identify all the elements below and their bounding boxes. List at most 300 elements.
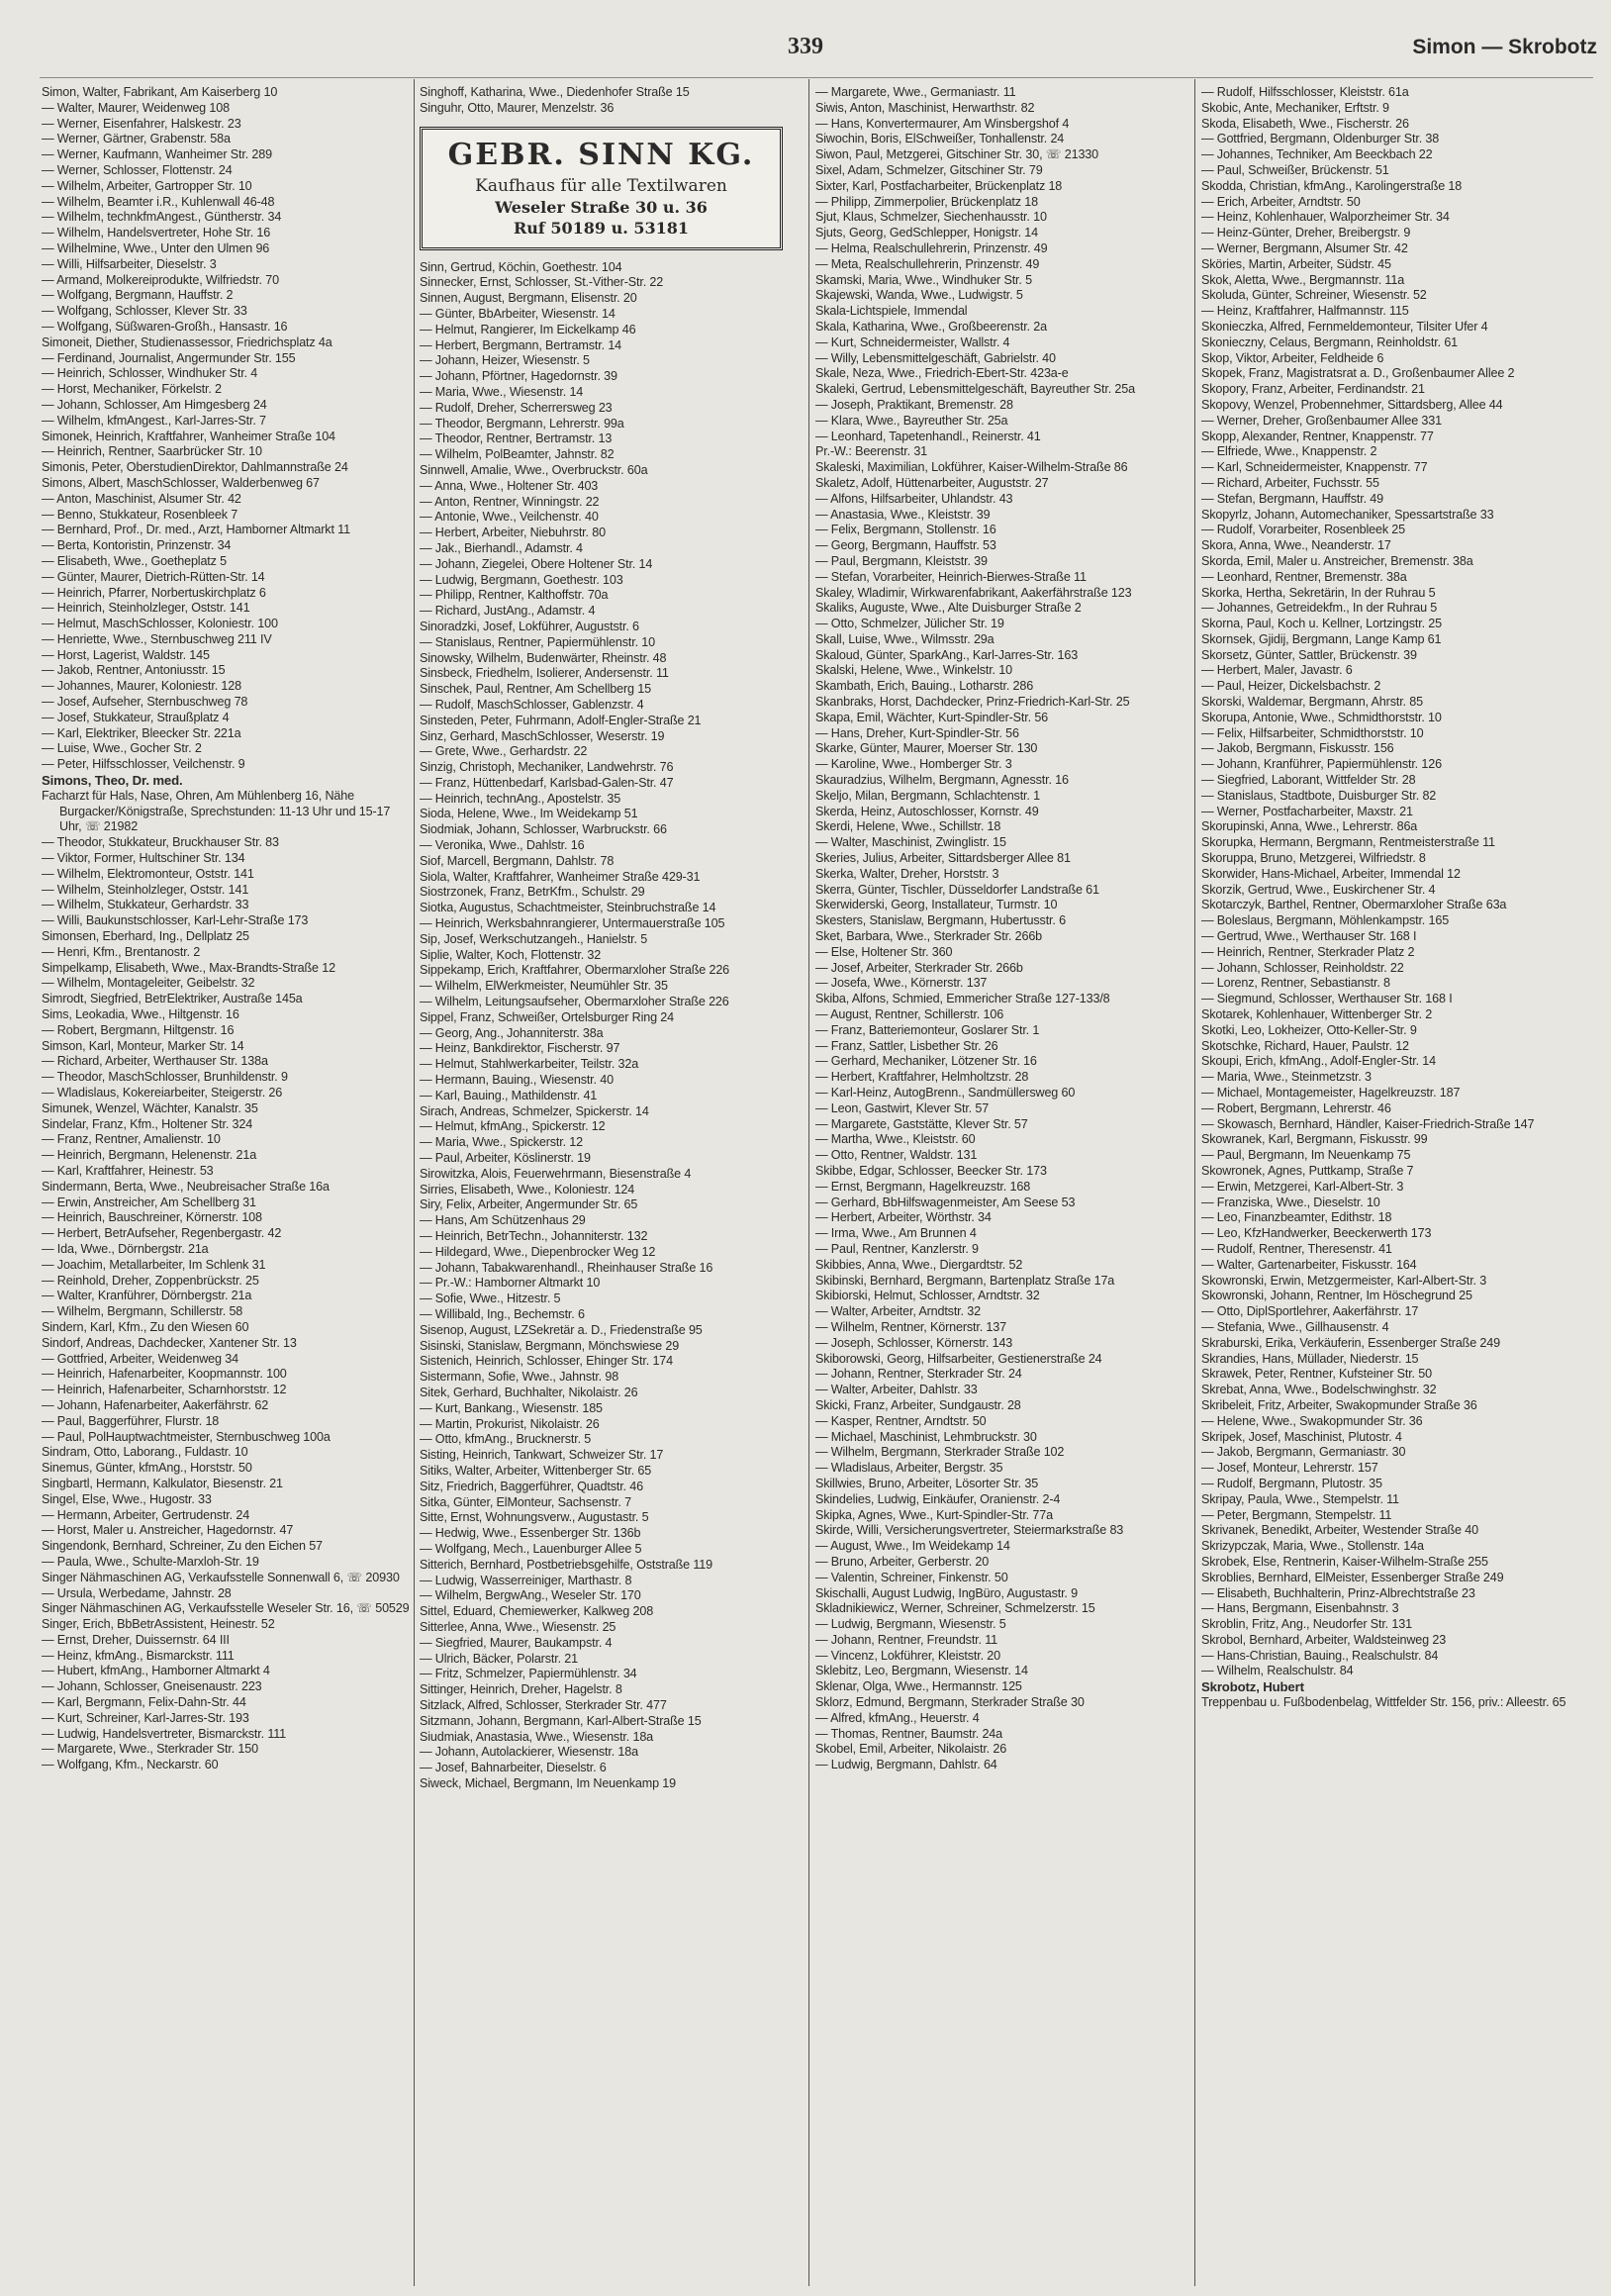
- directory-entry: — Hermann, Bauing., Wiesenstr. 40: [420, 1073, 614, 1088]
- directory-entry: — Wilhelm, Montageleiter, Geibelstr. 32: [42, 976, 255, 991]
- directory-entry: Siudmiak, Anastasia, Wwe., Wiesenstr. 18a: [420, 1729, 654, 1744]
- directory-entry: — Hermann, Arbeiter, Gertrudenstr. 24: [42, 1507, 250, 1522]
- directory-entry: — Ernst, Dreher, Duissernstr. 64 III: [42, 1632, 230, 1647]
- directory-entry: Skopp, Alexander, Rentner, Knappenstr. 77: [1201, 429, 1434, 443]
- directory-entry: — Walter, Maurer, Weidenweg 108: [42, 100, 230, 115]
- directory-entry: Skaloud, Günter, SparkAng., Karl-Jarres-Str. 163: [815, 647, 1079, 662]
- directory-entry: — Walter, Kranführer, Dörnbergstr. 21a: [42, 1289, 252, 1303]
- directory-entry: Skipka, Agnes, Wwe., Kurt-Spindler-Str. 77a: [815, 1507, 1053, 1522]
- directory-entry: — Johannes, Maurer, Koloniestr. 128: [42, 679, 241, 694]
- directory-entry: — Walter, Arbeiter, Arndtstr. 32: [815, 1304, 981, 1319]
- directory-entry: Singer, Erich, BbBetrAssistent, Heinestr. 52: [42, 1617, 275, 1632]
- directory-entry: — Stanislaus, Rentner, Papiermühlenstr. 10: [420, 634, 656, 649]
- directory-entry: — Hans-Christian, Bauing., Realschulstr. 84: [1201, 1648, 1439, 1663]
- directory-entry: — Ida, Wwe., Dörnbergstr. 21a: [42, 1241, 209, 1256]
- directory-entry: Skotschke, Richard, Hauer, Paulstr. 12: [1201, 1038, 1409, 1053]
- directory-entry: Skobel, Emil, Arbeiter, Nikolaistr. 26: [815, 1742, 1007, 1757]
- directory-entry: Sisting, Heinrich, Tankwart, Schweizer Str. 17: [420, 1448, 664, 1463]
- directory-entry: Siwochin, Boris, ElSchweißer, Tonhallenstr. 24: [815, 132, 1065, 146]
- directory-entry: — Alfons, Hilfsarbeiter, Uhlandstr. 43: [815, 491, 1013, 506]
- directory-entry: Skerda, Heinz, Autoschlosser, Kornstr. 49: [815, 804, 1039, 818]
- directory-entry: Skorski, Waldemar, Bergmann, Ahrstr. 85: [1201, 695, 1423, 710]
- directory-entry: — Lorenz, Rentner, Sebastianstr. 8: [1201, 976, 1390, 991]
- page-header: [0, 30, 1611, 69]
- column-1: [42, 85, 413, 2284]
- directory-entry: Skorupka, Hermann, Bergmann, Rentmeisterstraße 11: [1201, 835, 1495, 850]
- directory-entry: Skala-Lichtspiele, Immendal: [815, 304, 968, 319]
- directory-entry: — Leonhard, Rentner, Bremenstr. 38a: [1201, 569, 1407, 584]
- directory-entry: — Hubert, kfmAng., Hamborner Altmarkt 4: [42, 1664, 270, 1678]
- directory-entry: — Martin, Prokurist, Nikolaistr. 26: [420, 1416, 600, 1431]
- directory-entry: — Wilhelm, Elektromonteur, Oststr. 141: [42, 866, 254, 881]
- directory-entry: — Herbert, Bergmann, Bertramstr. 14: [420, 337, 622, 352]
- directory-entry: — Willy, Lebensmittelgeschäft, Gabrielstr. 40: [815, 350, 1056, 365]
- directory-entry: — Berta, Kontoristin, Prinzenstr. 34: [42, 538, 232, 553]
- directory-entry: — Richard, Arbeiter, Fuchsstr. 55: [1201, 475, 1379, 490]
- directory-entry: — Wilhelm, Steinholzleger, Oststr. 141: [42, 882, 249, 897]
- directory-entry: Skoluda, Günter, Schreiner, Wiesenstr. 52: [1201, 288, 1427, 303]
- directory-entry: — Leon, Gastwirt, Klever Str. 57: [815, 1100, 990, 1115]
- directory-entry: Simson, Karl, Monteur, Marker Str. 14: [42, 1038, 244, 1053]
- directory-entry: — August, Wwe., Im Weidekamp 14: [815, 1539, 1010, 1554]
- directory-entry: Skiba, Alfons, Schmied, Emmericher Straße 127-133/8: [815, 992, 1110, 1006]
- directory-entry: Skribeleit, Fritz, Arbeiter, Swakopmunder Straße 36: [1201, 1397, 1477, 1412]
- directory-entry: — Ulrich, Bäcker, Polarstr. 21: [420, 1651, 578, 1666]
- directory-entry: — Johann, Kranführer, Papiermühlenstr. 126: [1201, 757, 1442, 772]
- directory-entry: Sindern, Karl, Kfm., Zu den Wiesen 60: [42, 1319, 249, 1334]
- directory-entry: — Felix, Hilfsarbeiter, Schmidthorststr. 10: [1201, 725, 1424, 740]
- directory-entry: Sjuts, Georg, GedSchlepper, Honigstr. 14: [815, 226, 1039, 240]
- directory-entry: — Erwin, Anstreicher, Am Schellberg 31: [42, 1195, 256, 1209]
- directory-entry: — Henriette, Wwe., Sternbuschweg 211 IV: [42, 631, 272, 646]
- directory-entry: — Walter, Gartenarbeiter, Fiskusstr. 164: [1201, 1257, 1417, 1272]
- directory-entry: Skala, Katharina, Wwe., Großbeerenstr. 2a: [815, 319, 1047, 334]
- directory-entry: — Helmut, Stahlwerkarbeiter, Teilstr. 32a: [420, 1057, 639, 1072]
- directory-entry: — Wilhelm, Arbeiter, Gartropper Str. 10: [42, 178, 252, 193]
- directory-entry: Sitiks, Walter, Arbeiter, Wittenberger Str. 65: [420, 1463, 652, 1478]
- directory-entry: — Wilhelmine, Wwe., Unter den Ulmen 96: [42, 240, 270, 255]
- directory-entry: Sip, Josef, Werkschutzangeh., Hanielstr. 5: [420, 931, 648, 946]
- directory-entry: Siola, Walter, Kraftfahrer, Wanheimer Straße 429-31: [420, 869, 701, 884]
- directory-entry: — Helmut, MaschSchlosser, Koloniestr. 100: [42, 617, 278, 631]
- directory-entry: — Gottfried, Arbeiter, Weidenweg 34: [42, 1351, 238, 1366]
- directory-entry: — Erwin, Metzgerei, Karl-Albert-Str. 3: [1201, 1179, 1404, 1194]
- header-rule: [40, 77, 1593, 78]
- directory-entry: Singbartl, Hermann, Kalkulator, Biesenstr. 21: [42, 1476, 283, 1490]
- directory-entry: Sippel, Franz, Schweißer, Ortelsburger Ring 24: [420, 1009, 674, 1024]
- directory-entry: Skornsek, Gjidij, Bergmann, Lange Kamp 61: [1201, 631, 1442, 646]
- directory-entry: Skerka, Walter, Dreher, Horststr. 3: [815, 866, 999, 881]
- directory-entry: Skorsetz, Günter, Sattler, Brückenstr. 39: [1201, 647, 1417, 662]
- directory-entry: — Franz, Hüttenbedarf, Karlsbad-Galen-Str. 47: [420, 775, 674, 790]
- directory-entry: Singhoff, Katharina, Wwe., Diedenhofer Straße 15: [420, 85, 690, 99]
- ad-title: GEBR. SINN KG.: [447, 137, 755, 172]
- advertisement-box: [420, 127, 783, 250]
- directory-entry: Skrandies, Hans, Müllader, Niederstr. 15: [1201, 1351, 1419, 1366]
- directory-entry: — Theodor, Stukkateur, Bruckhauser Str. 83: [42, 835, 279, 850]
- directory-entry: — Stefania, Wwe., Gillhausenstr. 4: [1201, 1319, 1389, 1334]
- directory-entry: Simonek, Heinrich, Kraftfahrer, Wanheimer Straße 104: [42, 429, 335, 443]
- directory-entry: — Wilhelm, ElWerkmeister, Neumühler Str. 35: [420, 979, 668, 994]
- directory-entry: — Martha, Wwe., Kleiststr. 60: [815, 1132, 976, 1147]
- directory-entry: — Otto, Schmelzer, Jülicher Str. 19: [815, 617, 1004, 631]
- directory-entry: — Wilhelm, Rentner, Körnerstr. 137: [815, 1319, 1006, 1334]
- directory-entry: Skladnikiewicz, Werner, Schreiner, Schmelzerstr. 15: [815, 1601, 1095, 1616]
- directory-entry: Sirowitzka, Alois, Feuerwehrmann, Biesenstraße 4: [420, 1166, 692, 1181]
- directory-entry: — Michael, Montagemeister, Hagelkreuzstr. 187: [1201, 1086, 1461, 1100]
- directory-entry: — Jak., Bierhandl., Adamstr. 4: [420, 540, 583, 555]
- directory-entry: Simonis, Peter, OberstudienDirektor, Dahlmannstraße 24: [42, 460, 348, 475]
- directory-entry: — Werner, Dreher, Großenbaumer Allee 331: [1201, 413, 1442, 428]
- directory-entry: Siwon, Paul, Metzgerei, Gitschiner Str. 30, ☏ 21330: [815, 147, 1099, 162]
- directory-entry: — Theodor, MaschSchlosser, Brunhildenstr. 9: [42, 1070, 288, 1085]
- directory-entry: — Wolfgang, Süßwaren-Großh., Hansastr. 16: [42, 319, 288, 334]
- directory-entry: — Wilhelm, Handelsvertreter, Hohe Str. 16: [42, 226, 271, 240]
- directory-entry: Skibbe, Edgar, Schlosser, Beecker Str. 173: [815, 1163, 1047, 1178]
- directory-entry: — Otto, kfmAng., Brucknerstr. 5: [420, 1432, 592, 1447]
- directory-entry: — Heinz, kfmAng., Bismarckstr. 111: [42, 1648, 235, 1663]
- directory-entry: — Bruno, Arbeiter, Gerberstr. 20: [815, 1554, 990, 1569]
- directory-entry: — Johann, Schlosser, Reinholdstr. 22: [1201, 960, 1404, 975]
- directory-entry: — Maria, Wwe., Wiesenstr. 14: [420, 384, 584, 399]
- directory-entry: — Thomas, Rentner, Baumstr. 24a: [815, 1726, 1003, 1741]
- directory-entry: — Karl, Bergmann, Felix-Dahn-Str. 44: [42, 1695, 246, 1710]
- directory-entry: Skicki, Franz, Arbeiter, Sundgaustr. 28: [815, 1397, 1021, 1412]
- directory-entry: — Herbert, Arbeiter, Niebuhrstr. 80: [420, 526, 606, 540]
- directory-entry: — Valentin, Schreiner, Finkenstr. 50: [815, 1570, 1008, 1584]
- directory-entry: Sinzig, Christoph, Mechaniker, Landwehrstr. 76: [420, 760, 674, 775]
- directory-entry: Skowronski, Johann, Rentner, Im Höschegrund 25: [1201, 1289, 1472, 1303]
- directory-entry: — Rudolf, MaschSchlosser, Gablenzstr. 4: [420, 697, 644, 712]
- directory-entry: Skorka, Hertha, Sekretärin, In der Ruhrau 5: [1201, 585, 1436, 600]
- directory-entry: — Antonie, Wwe., Veilchenstr. 40: [420, 510, 599, 525]
- directory-entry: — Theodor, Bergmann, Lehrerstr. 99a: [420, 416, 624, 430]
- directory-entry: — Heinrich, technAng., Apostelstr. 35: [420, 791, 621, 806]
- directory-entry: — Ernst, Bergmann, Hagelkreuzstr. 168: [815, 1179, 1031, 1194]
- directory-entry: Skorwider, Hans-Michael, Arbeiter, Immendal 12: [1201, 866, 1461, 881]
- directory-entry: — Meta, Realschullehrerin, Prinzenstr. 49: [815, 256, 1040, 271]
- directory-entry: — Joachim, Metallarbeiter, Im Schlenk 31: [42, 1257, 266, 1272]
- directory-entry: — Erich, Arbeiter, Arndtstr. 50: [1201, 194, 1361, 209]
- directory-entry: — Alfred, kfmAng., Heuerstr. 4: [815, 1710, 980, 1725]
- directory-entry: — Heinz, Kraftfahrer, Halfmannstr. 115: [1201, 304, 1409, 319]
- directory-entry: Skeljo, Milan, Bergmann, Schlachtenstr. 1: [815, 788, 1040, 803]
- directory-entry: Sinnecker, Ernst, Schlosser, St.-Vither-Str. 22: [420, 275, 664, 290]
- directory-entry: — Wolfgang, Mech., Lauenburger Allee 5: [420, 1541, 642, 1556]
- directory-entry: — Gottfried, Bergmann, Oldenburger Str. 38: [1201, 132, 1440, 146]
- directory-entry: Skok, Aletta, Wwe., Bergmannstr. 11a: [1201, 272, 1405, 287]
- directory-entry: Skonieczka, Alfred, Fernmeldemonteur, Tilsiter Ufer 4: [1201, 319, 1488, 334]
- directory-entry: — Horst, Lagerist, Waldstr. 145: [42, 647, 210, 662]
- directory-entry: Skowronski, Erwin, Metzgermeister, Karl-Albert-Str. 3: [1201, 1273, 1487, 1288]
- directory-entry: Skotki, Leo, Lokheizer, Otto-Keller-Str. 9: [1201, 1022, 1417, 1037]
- directory-entry: — Johann, Hafenarbeiter, Aakerfährstr. 62: [42, 1397, 269, 1412]
- directory-entry: Siwis, Anton, Maschinist, Herwarthstr. 82: [815, 100, 1035, 115]
- directory-entry: — Georg, Ang., Johanniterstr. 38a: [420, 1025, 604, 1040]
- directory-entry: Siotka, Augustus, Schachtmeister, Steinbruchstraße 14: [420, 901, 716, 915]
- directory-entry: Simpelkamp, Elisabeth, Wwe., Max-Brandts-Straße 12: [42, 960, 335, 975]
- directory-entry: — Hans, Konvertermaurer, Am Winsbergshof 4: [815, 116, 1070, 131]
- directory-entry: — Georg, Bergmann, Hauffstr. 53: [815, 538, 996, 553]
- directory-entry: — Heinrich, Pfarrer, Norbertuskirchplatz 6: [42, 585, 266, 600]
- directory-entry: — Paul, Bergmann, Im Neuenkamp 75: [1201, 1148, 1411, 1163]
- directory-entry: — Willi, Baukunstschlosser, Karl-Lehr-Straße 173: [42, 913, 309, 928]
- directory-entry: — Karl, Elektriker, Bleecker Str. 221a: [42, 725, 241, 740]
- directory-entry: Skalski, Helene, Wwe., Winkelstr. 10: [815, 663, 1012, 678]
- directory-entry: — Walter, Arbeiter, Dahlstr. 33: [815, 1383, 978, 1397]
- column-rule: [414, 79, 415, 2286]
- directory-entry: Siostrzonek, Franz, BetrKfm., Schulstr. 29: [420, 885, 645, 900]
- directory-entry: Simons, Albert, MaschSchlosser, Walderbenweg 67: [42, 475, 320, 490]
- directory-entry: — August, Rentner, Schillerstr. 106: [815, 1007, 1004, 1022]
- directory-entry: Skrobol, Bernhard, Arbeiter, Waldsteinweg 23: [1201, 1632, 1447, 1647]
- directory-entry: — Paul, PolHauptwachtmeister, Sternbuschweg 100a: [42, 1429, 331, 1444]
- directory-entry: — Wilhelm, Leitungsaufseher, Obermarxloher Straße 226: [420, 995, 729, 1009]
- directory-entry: — Else, Holtener Str. 360: [815, 944, 953, 959]
- directory-entry: Skotarczyk, Barthel, Rentner, Obermarxloher Straße 63a: [1201, 898, 1507, 912]
- directory-entry: Sisenop, August, LZSekretär a. D., Friedenstraße 95: [420, 1322, 703, 1337]
- directory-entry: — Werner, Bergmann, Alsumer Str. 42: [1201, 240, 1408, 255]
- directory-entry: — Pr.-W.: Hamborner Altmarkt 10: [420, 1276, 601, 1291]
- directory-entry: Sitte, Ernst, Wohnungsverw., Augustastr. 5: [420, 1510, 649, 1525]
- directory-entry: — Günter, Maurer, Dietrich-Rütten-Str. 14: [42, 569, 265, 584]
- directory-entry: Skesters, Stanislaw, Bergmann, Hubertusstr. 6: [815, 913, 1066, 928]
- directory-entry: — Hans, Bergmann, Eisenbahnstr. 3: [1201, 1601, 1399, 1616]
- directory-entry: — Johannes, Techniker, Am Beeckbach 22: [1201, 147, 1433, 162]
- directory-entry: — Wilhelm, PolBeamter, Jahnstr. 82: [420, 447, 615, 462]
- directory-entry: Skora, Anna, Wwe., Neanderstr. 17: [1201, 538, 1391, 553]
- directory-entry: — Karl, Bauing., Mathildenstr. 41: [420, 1088, 598, 1102]
- directory-entry: — Günter, BbArbeiter, Wiesenstr. 14: [420, 306, 616, 321]
- directory-entry: Sinnwell, Amalie, Wwe., Overbruckstr. 60a: [420, 462, 648, 477]
- directory-entry: — Josef, Arbeiter, Sterkrader Str. 266b: [815, 960, 1023, 975]
- directory-entry: — Grete, Wwe., Gerhardstr. 22: [420, 744, 588, 759]
- directory-entry: Skrobotz, Hubert: [1201, 1679, 1304, 1695]
- directory-entry: Skroblies, Bernhard, ElMeister, Essenberger Straße 249: [1201, 1570, 1504, 1584]
- directory-entry: Sitterich, Bernhard, Postbetriebsgehilfe, Oststraße 119: [420, 1557, 713, 1572]
- directory-entry: — Horst, Maler u. Anstreicher, Hagedornstr. 47: [42, 1523, 294, 1538]
- directory-entry: Simons, Theo, Dr. med.: [42, 773, 183, 789]
- directory-entry: Skrawek, Peter, Rentner, Kufsteiner Str. 50: [1201, 1367, 1432, 1382]
- directory-entry: — Herbert, Kraftfahrer, Helmholtzstr. 28: [815, 1070, 1029, 1085]
- directory-entry: Singel, Else, Wwe., Hugostr. 33: [42, 1491, 212, 1506]
- directory-entry: Skotarek, Kohlenhauer, Wittenberger Str. 2: [1201, 1007, 1433, 1022]
- directory-entry: Sirach, Andreas, Schmelzer, Spickerstr. 14: [420, 1103, 649, 1118]
- directory-entry: — Siegfried, Maurer, Baukampstr. 4: [420, 1635, 613, 1650]
- directory-entry: Skamski, Maria, Wwe., Windhuker Str. 5: [815, 272, 1032, 287]
- directory-entry: — Franz, Batteriemonteur, Goslarer Str. 1: [815, 1022, 1040, 1037]
- directory-entry: Sinnen, August, Bergmann, Elisenstr. 20: [420, 291, 637, 306]
- directory-entry: — Werner, Kaufmann, Wanheimer Str. 289: [42, 147, 272, 162]
- directory-entry: — Reinhold, Dreher, Zoppenbrückstr. 25: [42, 1273, 259, 1288]
- directory-entry: Skoupi, Erich, kfmAng., Adolf-Engler-Str. 14: [1201, 1054, 1436, 1069]
- column-2-bottom: [420, 260, 791, 1792]
- directory-entry: Siplie, Walter, Koch, Flottenstr. 32: [420, 947, 602, 962]
- directory-entry: Sitzlack, Alfred, Schlosser, Sterkrader Str. 477: [420, 1697, 667, 1712]
- directory-entry: Sitterlee, Anna, Wwe., Wiesenstr. 25: [420, 1619, 616, 1634]
- directory-entry: — Jakob, Bergmann, Germaniastr. 30: [1201, 1445, 1406, 1460]
- directory-entry: — Ludwig, Bergmann, Wiesenstr. 5: [815, 1617, 1006, 1632]
- column-3: [815, 85, 1186, 2284]
- directory-entry: — Stefan, Bergmann, Hauffstr. 49: [1201, 491, 1383, 506]
- directory-entry: — Willibald, Ing., Bechemstr. 6: [420, 1306, 585, 1321]
- directory-entry: — Heinrich, Werksbahnrangierer, Untermauerstraße 105: [420, 916, 725, 931]
- directory-entry: — Heinz, Bankdirektor, Fischerstr. 97: [420, 1041, 620, 1056]
- directory-entry: — Jakob, Rentner, Antoniusstr. 15: [42, 663, 226, 678]
- column-2: [420, 85, 791, 2284]
- directory-entry: — Wilhelm, kfmAngest., Karl-Jarres-Str. 7: [42, 413, 266, 428]
- directory-entry: Sklenar, Olga, Wwe., Hermannstr. 125: [815, 1679, 1022, 1694]
- directory-entry: — Josefa, Wwe., Körnerstr. 137: [815, 976, 988, 991]
- directory-entry: — Robert, Bergmann, Lehrerstr. 46: [1201, 1100, 1391, 1115]
- directory-entry: — Wolfgang, Kfm., Neckarstr. 60: [42, 1758, 219, 1772]
- directory-entry: — Leonhard, Tapetenhandl., Reinerstr. 41: [815, 429, 1041, 443]
- directory-entry: — Klara, Wwe., Bayreuther Str. 25a: [815, 413, 1008, 428]
- directory-entry: — Irma, Wwe., Am Brunnen 4: [815, 1226, 977, 1241]
- directory-entry: Skonieczny, Celaus, Bergmann, Reinholdstr. 61: [1201, 335, 1459, 349]
- directory-entry: Skirde, Willi, Versicherungsvertreter, Steiermarkstraße 83: [815, 1523, 1124, 1538]
- directory-entry: Singer Nähmaschinen AG, Verkaufsstelle Sonnenwall 6, ☏ 20930: [42, 1570, 400, 1584]
- directory-entry: Skodda, Christian, kfmAng., Karolingerstraße 18: [1201, 178, 1463, 193]
- directory-entry: — Gertrud, Wwe., Werthauser Str. 168 I: [1201, 929, 1417, 944]
- directory-entry: Siof, Marcell, Bergmann, Dahlstr. 78: [420, 853, 615, 868]
- page-number: 339: [788, 34, 823, 59]
- directory-entry: — Skowasch, Bernhard, Händler, Kaiser-Friedrich-Straße 147: [1201, 1116, 1535, 1131]
- directory-entry: Sklorz, Edmund, Bergmann, Sterkrader Straße 30: [815, 1695, 1085, 1710]
- directory-entry: — Benno, Stukkateur, Rosenbleek 7: [42, 507, 238, 522]
- directory-entry: — Hedwig, Wwe., Essenberger Str. 136b: [420, 1526, 641, 1541]
- directory-entry: — Henri, Kfm., Brentanostr. 2: [42, 944, 201, 959]
- directory-entry: — Wolfgang, Bergmann, Hauffstr. 2: [42, 288, 234, 303]
- directory-entry: — Kurt, Bankang., Wiesenstr. 185: [420, 1400, 603, 1415]
- directory-entry: Siodmiak, Johann, Schlosser, Warbruckstr. 66: [420, 822, 667, 837]
- directory-entry: Sinsbeck, Friedhelm, Isolierer, Andersenstr. 11: [420, 666, 669, 681]
- directory-entry: — Werner, Eisenfahrer, Halskestr. 23: [42, 116, 241, 131]
- directory-entry: — Peter, Bergmann, Stempelstr. 11: [1201, 1507, 1392, 1522]
- directory-entry: — Johann, Rentner, Freundstr. 11: [815, 1632, 997, 1647]
- directory-entry: Sixel, Adam, Schmelzer, Gitschiner Str. 79: [815, 162, 1043, 177]
- directory-entry: — Leo, KfzHandwerker, Beeckerwerth 173: [1201, 1226, 1432, 1241]
- directory-entry: Skibinski, Bernhard, Bergmann, Bartenplatz Straße 17a: [815, 1273, 1115, 1288]
- directory-entry: Skroblin, Fritz, Ang., Neudorfer Str. 131: [1201, 1617, 1412, 1632]
- directory-entry: — Leo, Finanzbeamter, Edithstr. 18: [1201, 1210, 1392, 1225]
- directory-entry: — Rudolf, Vorarbeiter, Rosenbleek 25: [1201, 523, 1406, 537]
- directory-entry: — Paul, Baggerführer, Flurstr. 18: [42, 1413, 220, 1428]
- directory-entry: — Anastasia, Wwe., Kleiststr. 39: [815, 507, 991, 522]
- directory-entry: — Elisabeth, Wwe., Goetheplatz 5: [42, 553, 227, 568]
- directory-entry: Skall, Luise, Wwe., Wilmsstr. 29a: [815, 631, 995, 646]
- directory-entry: — Rudolf, Rentner, Theresenstr. 41: [1201, 1241, 1392, 1256]
- directory-entry: Skoruppa, Bruno, Metzgerei, Wilfriedstr. 8: [1201, 851, 1426, 866]
- directory-entry: — Johann, Rentner, Sterkrader Str. 24: [815, 1367, 1022, 1382]
- directory-entry: — Ludwig, Bergmann, Dahlstr. 64: [815, 1758, 997, 1772]
- directory-entry: — Anton, Maschinist, Alsumer Str. 42: [42, 491, 241, 506]
- directory-entry: — Joseph, Praktikant, Bremenstr. 28: [815, 397, 1013, 412]
- directory-entry: — Anton, Rentner, Winningstr. 22: [420, 494, 600, 509]
- directory-entry: — Rudolf, Hilfsschlosser, Kleiststr. 61a: [1201, 85, 1409, 99]
- directory-entry: Skripay, Paula, Wwe., Stempelstr. 11: [1201, 1491, 1399, 1506]
- directory-entry: Sket, Barbara, Wwe., Sterkrader Str. 266b: [815, 929, 1043, 944]
- directory-entry: — Heinrich, Hafenarbeiter, Scharnhorststr. 12: [42, 1383, 287, 1397]
- directory-entry: — Michael, Maschinist, Lehmbruckstr. 30: [815, 1429, 1037, 1444]
- directory-entry: — Herbert, BetrAufseher, Regenbergastr. 42: [42, 1226, 282, 1241]
- directory-entry: — Paul, Bergmann, Kleiststr. 39: [815, 553, 988, 568]
- directory-entry: — Wilhelm, Beamter i.R., Kuhlenwall 46-48: [42, 194, 275, 209]
- directory-entry: Sittel, Eduard, Chemiewerker, Kalkweg 208: [420, 1604, 654, 1619]
- directory-entry: — Richard, JustAng., Adamstr. 4: [420, 604, 596, 619]
- directory-entry: — Rudolf, Dreher, Scherrersweg 23: [420, 400, 613, 415]
- directory-entry: Skowranek, Karl, Bergmann, Fiskusstr. 99: [1201, 1132, 1428, 1147]
- directory-entry: Sirries, Elisabeth, Wwe., Koloniestr. 124: [420, 1182, 635, 1196]
- directory-entry: Sindram, Otto, Laborang., Fuldastr. 10: [42, 1445, 248, 1460]
- directory-entry: Sisinski, Stanislaw, Bergmann, Mönchswiese 29: [420, 1338, 680, 1353]
- directory-entry: Simunek, Wenzel, Wächter, Kanalstr. 35: [42, 1100, 258, 1115]
- directory-entry: Sindelar, Franz, Kfm., Holtener Str. 324: [42, 1116, 253, 1131]
- directory-entry: Skorupinski, Anna, Wwe., Lehrerstr. 86a: [1201, 819, 1418, 834]
- directory-entry: — Johannes, Getreidekfm., In der Ruhrau 5: [1201, 601, 1438, 616]
- directory-entry: Skauradzius, Wilhelm, Bergmann, Agnesstr. 16: [815, 773, 1069, 788]
- directory-entry: — Robert, Bergmann, Hiltgenstr. 16: [42, 1022, 235, 1037]
- directory-entry: — Paul, Arbeiter, Köslinerstr. 19: [420, 1151, 591, 1166]
- directory-entry: — Franz, Sattler, Lisbether Str. 26: [815, 1038, 998, 1053]
- directory-entry: — Karl-Heinz, AutogBrenn., Sandmüllersweg 60: [815, 1086, 1076, 1100]
- directory-entry: — Hans, Dreher, Kurt-Spindler-Str. 56: [815, 725, 1019, 740]
- directory-entry: — Heinrich, Rentner, Sterkrader Platz 2: [1201, 944, 1415, 959]
- directory-entry: — Rudolf, Bergmann, Plutostr. 35: [1201, 1476, 1382, 1490]
- directory-entry: — Hans, Am Schützenhaus 29: [420, 1213, 586, 1228]
- directory-entry: — Heinrich, Hafenarbeiter, Koopmannstr. 100: [42, 1367, 287, 1382]
- directory-entry: Skopek, Franz, Magistratsrat a. D., Großenbaumer Allee 2: [1201, 366, 1515, 381]
- directory-entry: — Heinz, Kohlenhauer, Walporzheimer Str. 34: [1201, 210, 1450, 225]
- directory-entry: — Ferdinand, Journalist, Angermunder Str. 155: [42, 350, 296, 365]
- directory-entry: — Ludwig, Handelsvertreter, Bismarckstr. 111: [42, 1726, 287, 1741]
- directory-entry: Sistenich, Heinrich, Schlosser, Ehinger Str. 174: [420, 1354, 674, 1369]
- directory-entry: Sitz, Friedrich, Baggerführer, Quadtstr. 46: [420, 1479, 643, 1493]
- directory-entry: Sinn, Gertrud, Köchin, Goethestr. 104: [420, 259, 622, 274]
- directory-entry: — Herbert, Arbeiter, Wörthstr. 34: [815, 1210, 992, 1225]
- directory-entry: — Wilhelm, BergwAng., Weseler Str. 170: [420, 1588, 641, 1603]
- directory-entry: Skajewski, Wanda, Wwe., Ludwigstr. 5: [815, 288, 1023, 303]
- directory-entry: — Heinrich, Rentner, Saarbrücker Str. 10: [42, 444, 262, 459]
- directory-entry: — Kasper, Rentner, Arndtstr. 50: [815, 1413, 987, 1428]
- directory-entry: — Heinrich, Bauschreiner, Körnerstr. 108: [42, 1210, 262, 1225]
- directory-entry: Simon, Walter, Fabrikant, Am Kaiserberg 10: [42, 85, 278, 99]
- directory-entry: — Paul, Schweißer, Brückenstr. 51: [1201, 162, 1389, 177]
- directory-entry: Skibiorski, Helmut, Schlosser, Arndtstr. 32: [815, 1289, 1040, 1303]
- directory-entry: Skobic, Ante, Mechaniker, Erftstr. 9: [1201, 100, 1389, 115]
- directory-entry: Sinschek, Paul, Rentner, Am Schellberg 15: [420, 682, 651, 697]
- directory-entry: Sinoradzki, Josef, Lokführer, Auguststr. 6: [420, 619, 639, 633]
- directory-entry: — Sofie, Wwe., Hitzestr. 5: [420, 1292, 561, 1306]
- directory-entry: Skaliks, Auguste, Wwe., Alte Duisburger Straße 2: [815, 601, 1082, 616]
- directory-entry: Skowronek, Agnes, Puttkamp, Straße 7: [1201, 1163, 1414, 1178]
- directory-entry: — Franziska, Wwe., Dieselstr. 10: [1201, 1195, 1380, 1209]
- directory-entry: Skorda, Emil, Maler u. Anstreicher, Bremenstr. 38a: [1201, 553, 1473, 568]
- directory-entry: — Willi, Hilfsarbeiter, Dieselstr. 3: [42, 256, 217, 271]
- directory-entry: — Heinz-Günter, Dreher, Breibergstr. 9: [1201, 226, 1411, 240]
- directory-entry: — Wladislaus, Arbeiter, Bergstr. 35: [815, 1461, 1003, 1476]
- directory-entry: — Luise, Wwe., Gocher Str. 2: [42, 741, 202, 756]
- directory-entry: Sioda, Helene, Wwe., Im Weidekamp 51: [420, 807, 638, 821]
- directory-entry: Singer Nähmaschinen AG, Verkaufsstelle Weseler Str. 16, ☏ 50529: [42, 1601, 410, 1616]
- directory-entry: — Werner, Schlosser, Flottenstr. 24: [42, 162, 233, 177]
- directory-entry: — Jakob, Bergmann, Fiskusstr. 156: [1201, 741, 1394, 756]
- directory-entry: Skaleski, Maximilian, Lokführer, Kaiser-Wilhelm-Straße 86: [815, 460, 1128, 475]
- directory-entry: Sims, Leokadia, Wwe., Hiltgenstr. 16: [42, 1007, 239, 1022]
- directory-entry: Skraburski, Erika, Verkäuferin, Essenberger Straße 249: [1201, 1335, 1500, 1350]
- directory-entry: — Helma, Realschullehrerin, Prinzenstr. 49: [815, 240, 1048, 255]
- directory-entry: Skibbies, Anna, Wwe., Diergardtstr. 52: [815, 1257, 1023, 1272]
